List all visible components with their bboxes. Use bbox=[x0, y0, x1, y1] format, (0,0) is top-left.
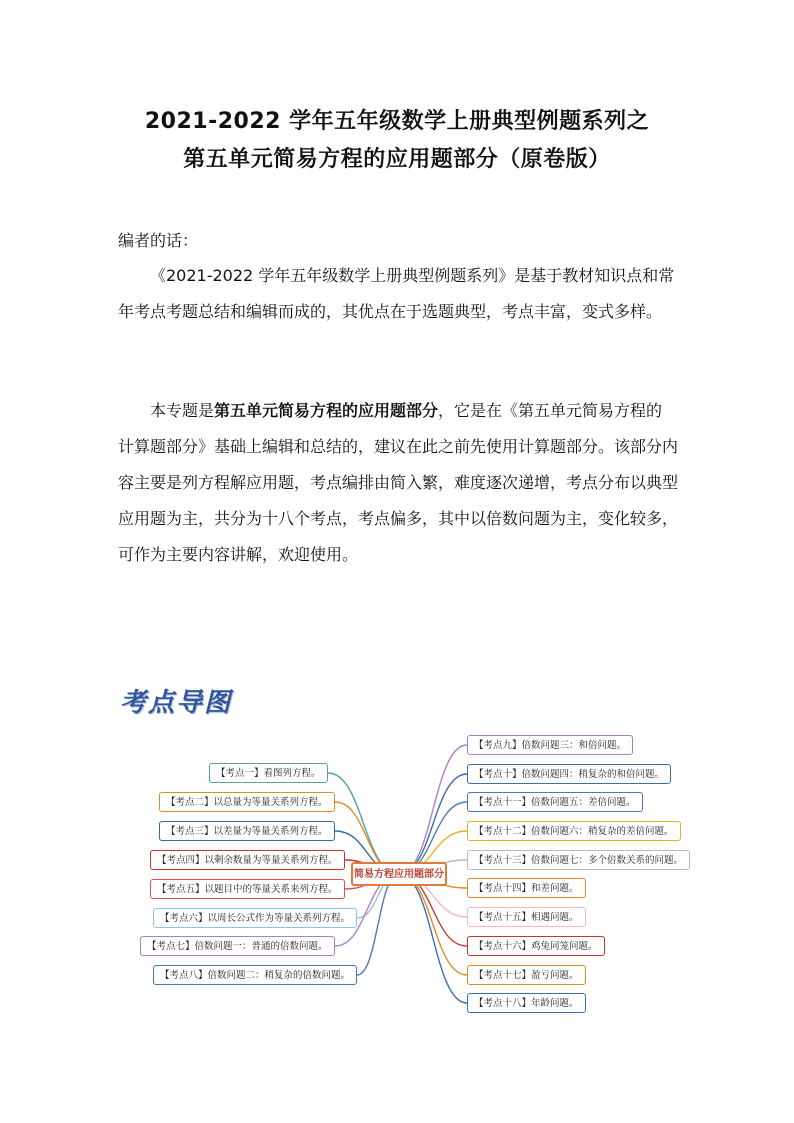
editor-label: 编者的话： bbox=[118, 231, 199, 250]
mindmap-right-node: 【考点十五】相遇问题。 bbox=[467, 907, 586, 927]
mindmap-left-node: 【考点二】以总量为等量关系列方程。 bbox=[159, 792, 335, 812]
title-line-2: 第五单元简易方程的应用题部分（原卷版） bbox=[183, 147, 611, 172]
mindmap-center-node: 简易方程应用题部分 bbox=[351, 862, 447, 886]
mindmap-right-node: 【考点十三】倍数问题七：多个倍数关系的问题。 bbox=[467, 850, 690, 870]
mindmap-right-node: 【考点十】倍数问题四：稍复杂的和倍问题。 bbox=[467, 764, 671, 784]
mindmap-connector bbox=[399, 774, 467, 874]
mindmap-connector bbox=[399, 745, 467, 874]
mindmap-right-node: 【考点十八】年龄问题。 bbox=[467, 993, 586, 1013]
topic-paragraph-bold: 第五单元简易方程的应用题部分 bbox=[214, 401, 439, 420]
intro-paragraph: 《2021-2022 学年五年级数学上册典型例题系列》是基于教材知识点和常年考点考题总结和编辑而成的，其优点在于选题典型，考点丰富，变式多样。 bbox=[118, 266, 675, 321]
mindmap-left-node: 【考点三】以差量为等量关系列方程。 bbox=[159, 821, 335, 841]
title-line-1: 2021-2022 学年五年级数学上册典型例题系列之 bbox=[144, 109, 650, 134]
topic-paragraph-end: ，它是在《第五单元简易方程的计算题部分》基础上编辑和总结的，建议在此之前先使用计算题部分。该部分内容主要是列方程解应用题，考点编排由简入繁，难度逐次递增，考点分布以典型应用题为主，共分为十八个考点，考点偏多，其中以倍数问题为主，变化较多，可作为主要内容讲解，欢迎使用。 bbox=[118, 401, 679, 564]
mindmap-right-node: 【考点十六】鸡兔同笼问题。 bbox=[467, 936, 605, 956]
mindmap-left-node: 【考点四】以剩余数量为等量关系列方程。 bbox=[150, 850, 345, 870]
topic-paragraph-start: 本专题是 bbox=[150, 401, 215, 420]
mindmap-connector bbox=[399, 874, 467, 975]
mindmap-right-node: 【考点十一】倍数问题五：差倍问题。 bbox=[467, 792, 643, 812]
mindmap-left-node: 【考点六】以周长公式作为等量关系列方程。 bbox=[153, 908, 357, 928]
mindmap-left-node: 【考点五】以题目中的等量关系来列方程。 bbox=[150, 879, 345, 899]
mindmap-left-node: 【考点七】倍数问题一：普通的倍数问题。 bbox=[140, 936, 335, 956]
mindmap-right-node: 【考点十四】和差问题。 bbox=[467, 878, 586, 898]
mindmap-right-node: 【考点十七】盈亏问题。 bbox=[467, 965, 586, 985]
mindmap-right-node: 【考点九】倍数问题三：和倍问题。 bbox=[467, 735, 633, 755]
mindmap-connector bbox=[399, 874, 467, 1003]
mindmap-left-node: 【考点一】看图列方程。 bbox=[209, 763, 328, 783]
mindmap-right-node: 【考点十二】倍数问题六：稍复杂的差倍问题。 bbox=[467, 821, 681, 841]
mindmap-left-node: 【考点八】倍数问题二：稍复杂的倍数问题。 bbox=[153, 965, 357, 985]
section-heading: 考点导图 bbox=[120, 688, 233, 718]
